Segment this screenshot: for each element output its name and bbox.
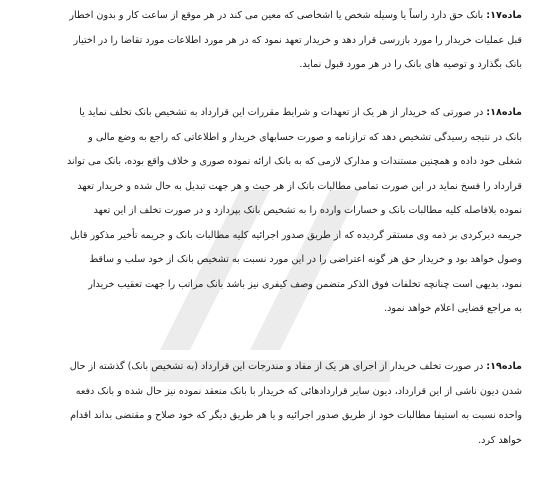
article-17-line-1	[16, 4, 522, 29]
article-18-line-7: وصول خواهد بود و خریدار حق هر گونه اعتراضی را در این مورد نسبت به تشخیص بانک از خود سلب و ساقط	[89, 254, 522, 265]
article-18-line-6: جریمه دیرکردی بر ذمه وی مستقر گردیده که از طریق صدور اجرائیه کلیه مطالبات بانک و جریمه تأخیر مذکور قابل	[69, 229, 522, 241]
article-18-line-4: قرارداد را فسخ نماید در این صورت تمامی مطالبات بانک از هر حیث و هر جهت تبدیل به حال شده و خریدار تعهد	[77, 180, 522, 192]
article-18-line-1	[16, 101, 522, 126]
article-19-line-1	[16, 355, 522, 380]
article-19-line-2: شدن دیون ناشی از این قرارداد، دیون سایر قراردادهائی که خریدار با بانک منعقد نموده نیز حال شده و بانک دفعه	[75, 385, 522, 397]
article-19-heading: ماده۱۹:	[486, 361, 522, 372]
article-18	[16, 101, 522, 322]
article-17-line-3: بانک بگذارد و توصیه های بانک را در هر مورد قبول نماید.	[299, 59, 522, 70]
article-18-line-3: شغلی خود داده و همچنین مستندات و مدارک لازمی که به بانک ارائه نموده صوری و خلاف واقع بوده، بانک می تواند	[66, 156, 522, 167]
article-19-line-4: خواهد کرد.	[478, 434, 522, 446]
article-18-line-2: بانک در نتیجه رسیدگی تشخیص دهد که ترازنامه و صورت حسابهای خریدار و اطلاعاتی که راجع به وضع مالی و	[88, 131, 522, 143]
article-18-line-1-text: در صورتی که خریدار از هر یک از تعهدات و شرایط مقررات این قرارداد به تشخیص بانک تخلف نماید یا	[79, 107, 484, 118]
article-17-heading: ماده۱۷:	[486, 10, 522, 21]
article-19-line-3: واحده نسبت به استیفا مطالبات خود از طریق صدور اجرائیه و یا هر طریق دیگر که خود صلاح و مقتضی بداند اقدام	[70, 410, 522, 421]
article-18-line-9: به مراجع قضایی اعلام خواهد نمود.	[384, 303, 522, 314]
article-18-line-5: نموده بلافاصله کلیه مطالبات بانک و خسارات وارده را به تشخیص بانک بپردازد و در صورت تخلف از این تعهد	[93, 205, 522, 216]
article-19	[16, 355, 522, 453]
article-17	[16, 4, 522, 78]
article-18-line-8: نمود، بدیهی است چنانچه تخلفات فوق الذکر متضمن وصف کیفری نیز باشد بانک مراتب را جهت تعقیب خریدار	[88, 278, 522, 290]
article-17-line-2: قبل عملیات خریدار را مورد بازرسی قرار دهد و خریدار تعهد نمود که در هر مورد اطلاعات مورد تقاضا را در اختیار	[73, 34, 522, 46]
article-17-line-1-text: بانک حق دارد راساً یا وسیله شخص یا اشخاصی که معین می کند در هر موقع از ساعت کار و بدون اخطار	[69, 10, 484, 21]
article-18-heading: ماده۱۸:	[486, 107, 522, 118]
article-19-line-1-text: در صورت تخلف خریدار از اجرای هر یک از مفاد و مندرجات این قرارداد (به تشخیص بانک) گذشته از حال	[69, 361, 484, 372]
